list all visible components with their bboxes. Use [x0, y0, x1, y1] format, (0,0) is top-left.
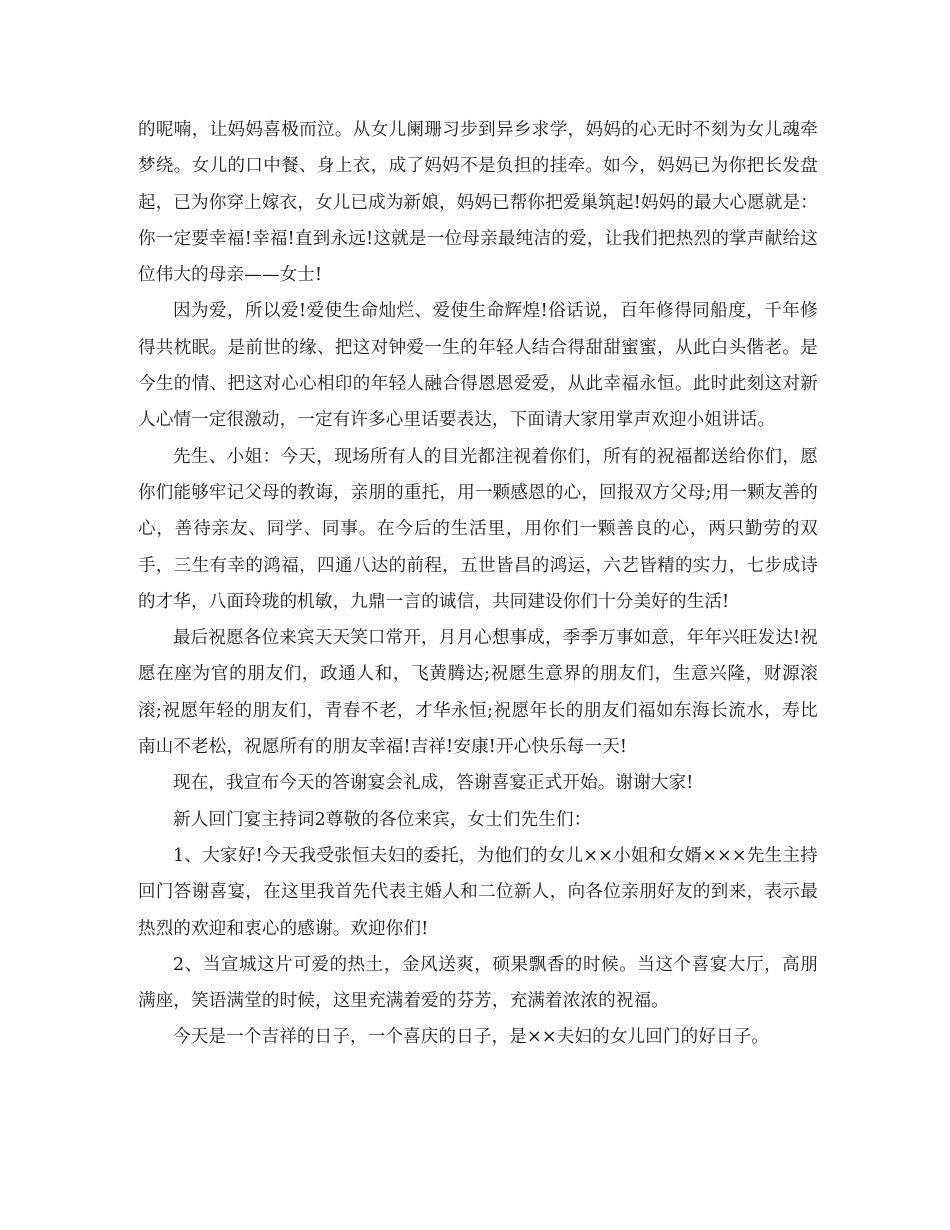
paragraph: 2、当宣城这片可爱的热土，金风送爽，硕果飘香的时候。当这个喜宴大厅，高朋满座，笑语满堂的时候，这里充满着爱的芬芳，充满着浓浓的祝福。 [138, 954, 818, 1012]
paragraph: 1、大家好!今天我受张恒夫妇的委托，为他们的女儿××小姐和女婿×××先生主持回门答谢喜宴，在这里我首先代表主婚人和二位新人，向各位亲朋好友的到来，表示最热烈的欢迎和衷心的感谢。欢迎你们! [138, 845, 818, 939]
paragraph: 最后祝愿各位来宾天天笑口常开，月月心想事成，季季万事如意，年年兴旺发达!祝愿在座为官的朋友们，政通人和，飞黄腾达;祝愿生意界的朋友们，生意兴隆，财源滚滚;祝愿年轻的朋友们，青春不老，才华永恒;祝愿年长的朋友们福如东海长流水，寿比南山不老松，祝愿所有的朋友幸福!吉祥!安康!开心快乐每一天! [138, 628, 818, 758]
paragraph: 的呢喃，让妈妈喜极而泣。从女儿阑珊习步到异乡求学，妈妈的心无时不刻为女儿魂牵梦绕。女儿的口中餐、身上衣，成了妈妈不是负担的挂牵。如今，妈妈已为你把长发盘起，已为你穿上嫁衣，女儿已成为新娘，妈妈已帮你把爱巢筑起!妈妈的最大心愿就是：你一定要幸福!幸福!直到永远!这就是一位母亲最纯洁的爱，让我们把热烈的掌声献给这位伟大的母亲——女士! [138, 120, 818, 286]
paragraph: 先生、小姐：今天，现场所有人的目光都注视着你们，所有的祝福都送给你们，愿你们能够牢记父母的教诲，亲朋的重托，用一颗感恩的心，回报双方父母;用一颗友善的心，善待亲友、同学、同事。在今后的生活里，用你们一颗善良的心，两只勤劳的双手，三生有幸的鸿福，四通八达的前程，五世皆昌的鸿运，六艺皆精的实力，七步成诗的才华，八面玲珑的机敏，九鼎一言的诚信，共同建设你们十分美好的生活! [138, 446, 818, 612]
paragraph: 今天是一个吉祥的日子，一个喜庆的日子，是××夫妇的女儿回门的好日子。 [173, 1027, 770, 1048]
paragraph: 因为爱，所以爱!爱使生命灿烂、爱使生命辉煌!俗话说，百年修得同船度，千年修得共枕眠。是前世的缘、把这对钟爱一生的年轻人结合得甜甜蜜蜜，从此白头偕老。是今生的情、把这对心心相印的年轻人融合得恩恩爱爱，从此幸福永恒。此时此刻这对新人心情一定很激动，一定有许多心里话要表达，下面请大家用掌声欢迎小姐讲话。 [138, 301, 818, 431]
document-page [138, 112, 818, 1056]
paragraph: 现在，我宣布今天的答谢宴会礼成，答谢喜宴正式开始。谢谢大家! [173, 773, 694, 794]
paragraph: 新人回门宴主持词2尊敬的各位来宾，女士们先生们： [173, 809, 592, 830]
